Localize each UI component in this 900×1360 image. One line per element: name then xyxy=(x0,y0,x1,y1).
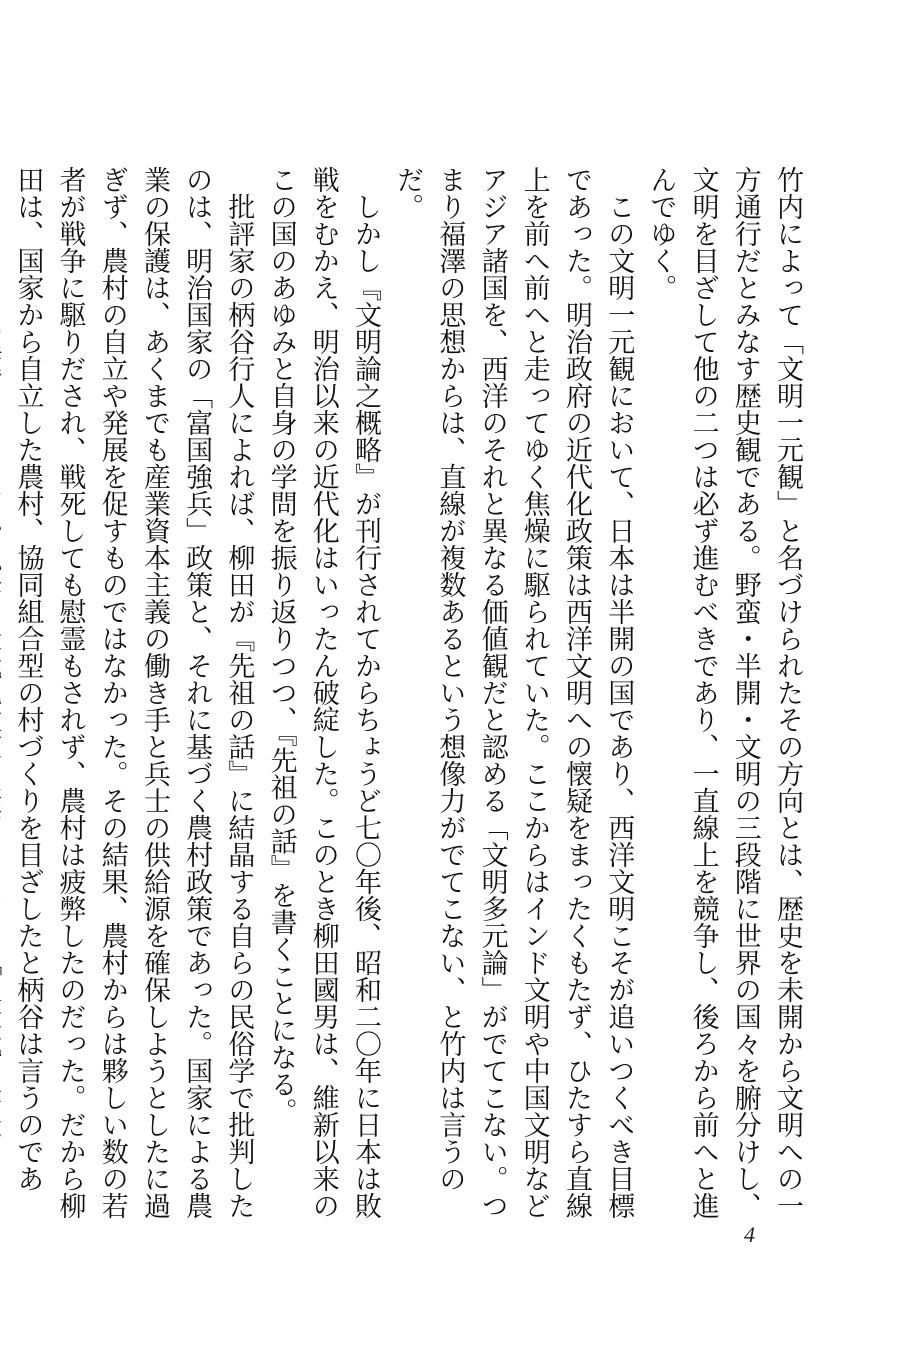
vertical-text-body xyxy=(12,166,808,1226)
page-number: 4 xyxy=(744,1222,755,1247)
paragraph-4: 批評家の柄谷行人によれば、柳田が『先祖の話』に結晶する自らの民俗学で批判したのは、明治国家の「富国強兵」政策と、それに基づく農村政策であった。国家による農業の保護は、あくまでも産業資本主義の働き手と兵士の供給源を確保しようとしたに過ぎず、農村の自立や発展を促すものではなかった。その結果、農村からは夥しい数の若者が戦争に駆りだされ、戦死しても慰霊もされず、農村は疲弊したのだった。だから柳田は、国家から自立した農村、協同組合型の村づくりを目ざしたと柄谷は言うのであ xyxy=(12,166,255,1219)
paragraph-3: しかし『文明論之概略』が刊行されてからちょうど七〇年後、昭和二〇年に日本は敗戦をむかえ、明治以来の近代化はいったん破綻した。このとき柳田國男は、維新以来のこの国のあゆみと自身の学問を振り返りつつ、『先祖の話』を書くことになる。 xyxy=(265,166,381,1219)
paragraph-2: この文明一元観において、日本は半開の国であり、西洋文明こそが追いつくべき目標であった。明治政府の近代化政策は西洋文明への懐疑をまったくもたず、ひたすら直線上を前へ前へと走ってゆく焦燥に駆られていた。ここからはインド文明や中国文明などアジア諸国を、西洋のそれと異なる価値観だと認める「文明多元論」がでてこない。つまり福澤の思想からは、直線が複数あるという想像力がでてこない、と竹内は言うのだ。 xyxy=(392,166,635,1219)
paragraph-1: 竹内によって「文明一元観」と名づけられたその方向とは、歴史を未開から文明への一方通行だとみなす歴史観である。野蛮・半開・文明の三段階に世界の国々を腑分けし、文明を目ざして他の二つは必ず進むべきであり、一直線上を競争し、後ろから前へと進んでゆく。 xyxy=(645,166,803,1219)
